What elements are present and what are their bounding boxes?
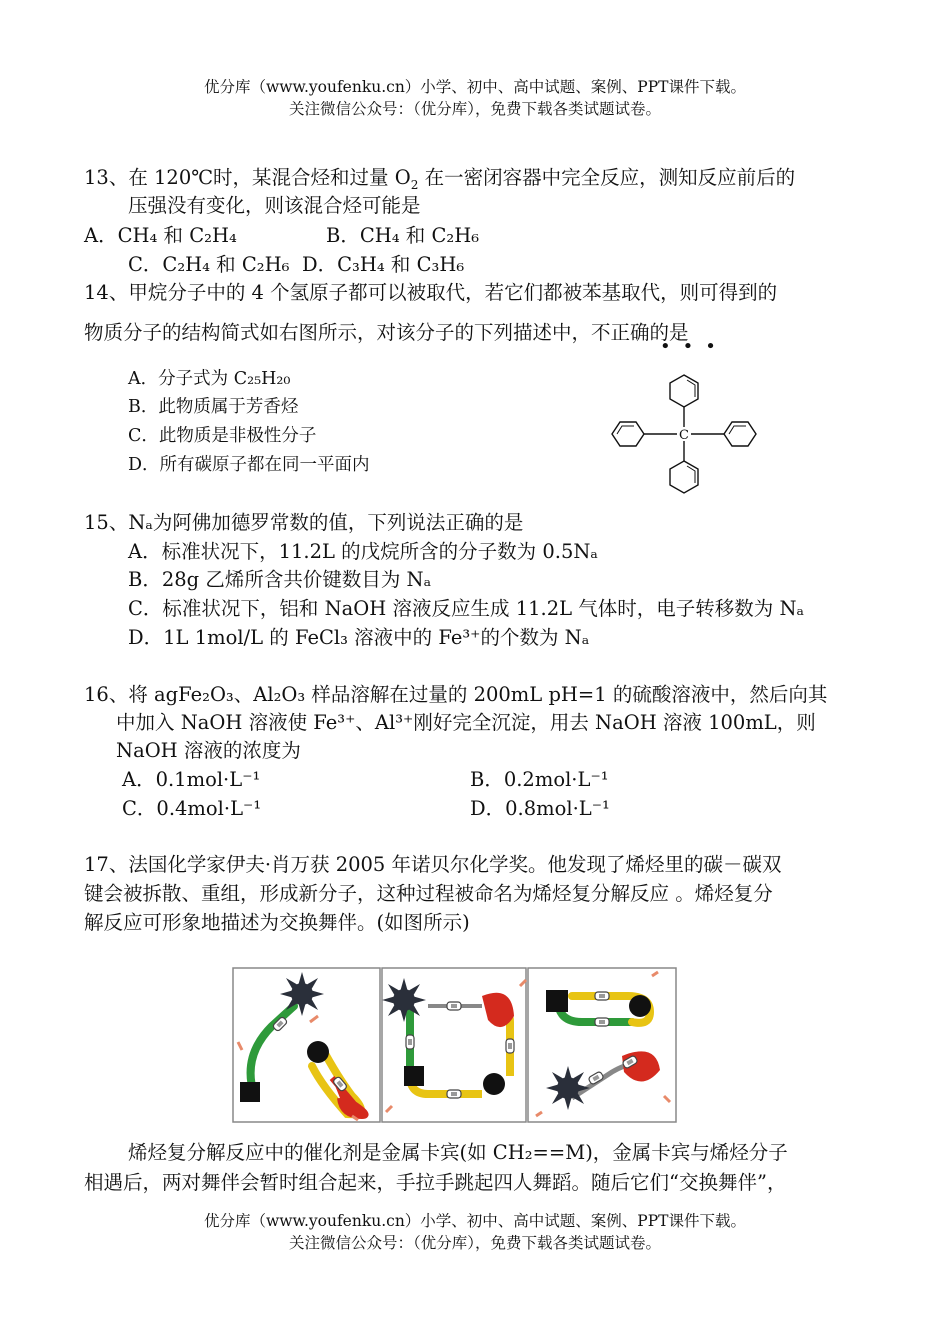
q13-option-b: B．CH₄ 和 C₂H₆ — [326, 224, 480, 247]
q16-stem-line-3: NaOH 溶液的浓度为 — [116, 739, 301, 762]
header-line-1: 优分库（www.youfenku.cn）小学、初中、高中试题、案例、PPT课件下载。 — [203, 78, 747, 96]
q15-option-a: A．标准状况下，11.2L 的戊烷所含的分子数为 0.5Nₐ — [128, 540, 598, 563]
dance-panel-1 — [233, 968, 380, 1122]
q16-option-c: C．0.4mol·L⁻¹ — [122, 797, 262, 820]
q13-stem-a: 在 120℃时，某混合烃和过量 O — [128, 166, 411, 189]
q14-stem-line-2: 物质分子的结构简式如右图所示，对该分子的下列描述中，不正确的是 — [84, 321, 689, 344]
q14-option-c: C．此物质是非极性分子 — [128, 426, 317, 446]
q15-option-c: C．标准状况下，铝和 NaOH 溶液反应生成 11.2L 气体时，电子转移数为 Nₐ — [128, 597, 805, 620]
q17-paragraph-line-2: 相遇后，两对舞伴会暂时组合起来，手拉手跳起四人舞蹈。随后它们“交换舞伴”， — [84, 1171, 787, 1194]
q17-stem-line-1: 17、法国化学家伊夫·肖万获 2005 年诺贝尔化学奖。他发现了烯烃里的碳－碳双 — [84, 853, 782, 876]
q13-number: 13、 — [84, 166, 129, 189]
q16-stem-line-2: 中加入 NaOH 溶液使 Fe³⁺、Al³⁺刚好完全沉淀，用去 NaOH 溶液 100mL，则 — [116, 711, 816, 734]
q13-stem-line-2: 压强没有变化，则该混合烃可能是 — [128, 194, 421, 217]
q14-emphasis-dots: ••• — [660, 336, 728, 357]
q14-option-a: A．分子式为 C₂₅H₂₀ — [128, 369, 291, 389]
q16-option-a: A．0.1mol·L⁻¹ — [122, 768, 261, 791]
q14-stem-line-1: 14、甲烷分子中的 4 个氢原子都可以被取代，若它们都被苯基取代，则可得到的 — [84, 281, 778, 304]
q13-option-c: C．C₂H₄ 和 C₂H₆ — [128, 253, 290, 276]
q13-option-a: A．CH₄ 和 C₂H₄ — [84, 224, 237, 247]
q15-stem: 15、Nₐ为阿佛加德罗常数的值，下列说法正确的是 — [84, 511, 524, 534]
q16-option-d: D．0.8mol·L⁻¹ — [470, 797, 610, 820]
footer-line-2: 关注微信公众号：（优分库），免费下载各类试题试卷。 — [288, 1234, 661, 1252]
q13-stem-line-1 — [84, 165, 795, 191]
q17-stem-line-3: 解反应可形象地描述为交换舞伴。(如图所示) — [84, 911, 470, 934]
q13-stem-b: 在一密闭容器中完全反应，测知反应前后的 — [418, 166, 796, 189]
footer-line-1: 优分库（www.youfenku.cn）小学、初中、高中试题、案例、PPT课件下载。 — [203, 1212, 747, 1230]
q17-stem-line-2: 键会被拆散、重组，形成新分子，这种过程被命名为烯烃复分解反应 。烯烃复分 — [84, 882, 773, 905]
q15-option-d: D．1L 1mol/L 的 FeCl₃ 溶液中的 Fe³⁺的个数为 Nₐ — [128, 626, 590, 649]
dance-panel-3 — [528, 968, 676, 1122]
q15-option-b: B．28g 乙烯所含共价键数目为 Nₐ — [128, 568, 432, 591]
q16-option-b: B．0.2mol·L⁻¹ — [470, 768, 609, 791]
phenyl-ring-top — [670, 375, 698, 407]
q13-stem-sub: 2 — [410, 177, 419, 192]
q16-stem-line-1: 16、将 agFe₂O₃、Al₂O₃ 样品溶解在过量的 200mL pH=1 的硫酸溶液中，然后向其 — [84, 683, 828, 706]
q17-paragraph-line-1: 烯烃复分解反应中的催化剂是金属卡宾(如 CH₂==M)，金属卡宾与烯烃分子 — [128, 1141, 788, 1164]
partner-exchange-illustration — [232, 966, 678, 1124]
q14-option-b: B．此物质属于芳香烃 — [128, 397, 299, 417]
q14-option-d: D．所有碳原子都在同一平面内 — [128, 455, 370, 475]
phenyl-ring-bottom — [670, 461, 698, 493]
q13-option-d: D．C₃H₄ 和 C₃H₆ — [302, 253, 465, 276]
tetraphenylmethane-structure — [606, 370, 770, 500]
center-carbon-label: C — [679, 428, 689, 443]
header-line-2: 关注微信公众号：（优分库），免费下载各类试题试卷。 — [288, 100, 661, 118]
dance-panel-2 — [382, 968, 526, 1122]
